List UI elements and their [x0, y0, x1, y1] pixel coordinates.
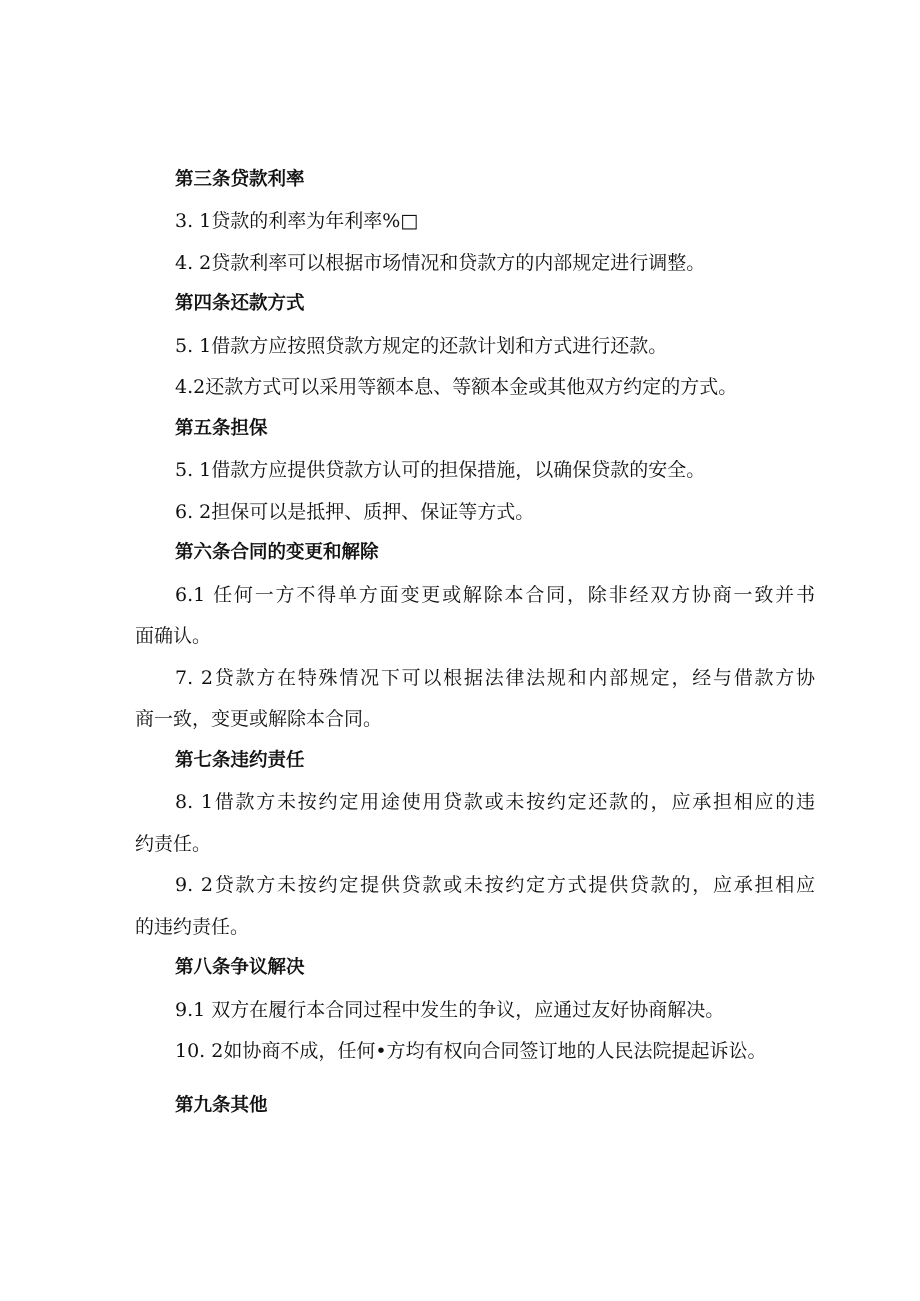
section-heading: 第七条违约责任 — [175, 750, 305, 771]
section-heading: 第九条其他 — [175, 1095, 268, 1116]
clause-text-continued: 商一致，变更或解除本合同。 — [135, 708, 383, 730]
clause-text: 9.1 双方在履行本合同过程中发生的争议，应通过友好协商解决。 — [175, 999, 725, 1021]
section-heading: 第四条还款方式 — [175, 293, 305, 314]
section-heading: 第五条担保 — [175, 418, 268, 439]
clause-text: 6.1 任何一方不得单方面变更或解除本合同，除非经双方协商一致并书 — [175, 584, 815, 606]
clause-text: 5. 1借款方应按照贷款方规定的还款计划和方式进行还款。 — [175, 335, 668, 357]
clause-text: 9. 2贷款方未按约定提供贷款或未按约定方式提供贷款的，应承担相应 — [175, 874, 815, 896]
clause-text-continued: 的违约责任。 — [135, 916, 250, 938]
section-heading: 第八条争议解决 — [175, 957, 305, 978]
clause-text: 8. 1借款方未按约定用途使用贷款或未按约定还款的，应承担相应的违 — [175, 791, 815, 813]
clause-text: 7. 2贷款方在特殊情况下可以根据法律法规和内部规定，经与借款方协 — [175, 667, 815, 689]
clause-text: 3. 1贷款的利率为年利率%□ — [175, 210, 419, 232]
clause-text: 4.2还款方式可以采用等额本息、等额本金或其他双方约定的方式。 — [175, 376, 738, 398]
section-heading: 第六条合同的变更和解除 — [175, 542, 379, 563]
clause-text-continued: 面确认。 — [135, 625, 212, 647]
clause-text: 6. 2担保可以是抵押、质押、保证等方式。 — [175, 501, 535, 523]
clause-text-continued: 约责任。 — [135, 833, 212, 855]
clause-text: 4. 2贷款利率可以根据市场情况和贷款方的内部规定进行调整。 — [175, 252, 706, 274]
clause-text: 10. 2如协商不成，任何•方均有权向合同签订地的人民法院提起诉讼。 — [175, 1040, 767, 1062]
clause-text: 5. 1借款方应提供贷款方认可的担保措施，以确保贷款的安全。 — [175, 459, 706, 481]
section-heading: 第三条贷款利率 — [175, 169, 305, 190]
